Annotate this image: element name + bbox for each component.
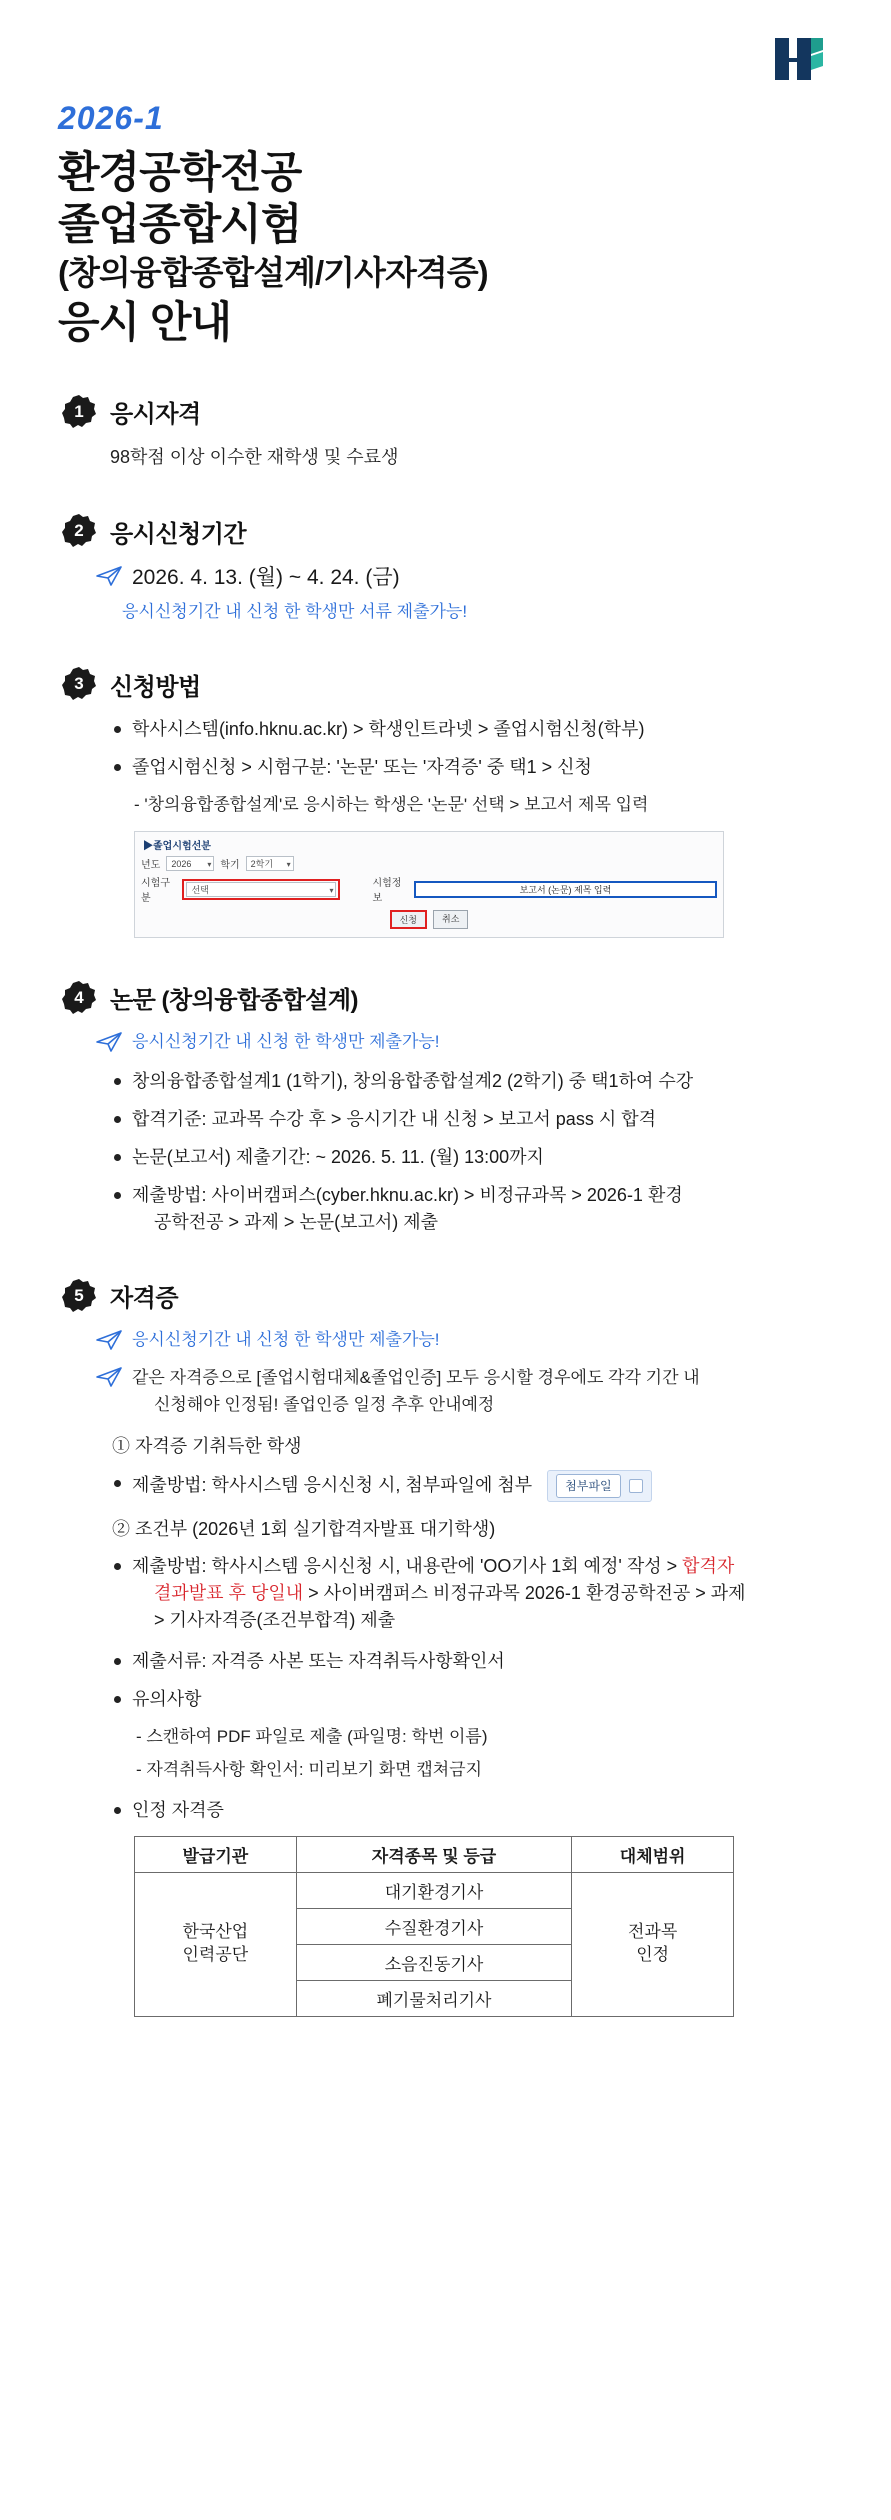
section-application-period: [0, 514, 891, 625]
cert-note-1: 응시신청기간 내 신청 한 학생만 제출가능!: [132, 1330, 440, 1350]
cert-note-1-row: [96, 1327, 833, 1356]
section-eligibility: [0, 394, 891, 472]
section-3-title: 신청방법: [110, 673, 201, 701]
table-cell-cert-1: 대기환경기사: [296, 1872, 572, 1908]
cert-caution-2: - 자격취득사항 확인서: 미리보기 화면 캡쳐금지: [136, 1760, 483, 1780]
section-2-body: [62, 563, 833, 625]
cert-note-2-cont: 신청해야 인정됨! 졸업인증 일정 추후 안내예정: [154, 1395, 495, 1415]
attach-checkbox[interactable]: [629, 1479, 643, 1493]
attach-file-widget[interactable]: [547, 1470, 651, 1502]
scope-line-1: 전과목: [627, 1922, 678, 1942]
cert-caution-1: - 스캔하여 PDF 파일로 제출 (파일명: 학번 이름): [136, 1726, 488, 1746]
eligibility-text: 98학점 이상 이수한 재학생 및 수료생: [110, 447, 399, 468]
list-item: [110, 1553, 833, 1634]
title-line-4: 응시 안내: [58, 299, 232, 348]
thesis-note-row: [96, 1029, 833, 1058]
section-4-number: 4: [74, 987, 84, 1007]
section-3-header: [62, 667, 833, 702]
section-4-body: [62, 1029, 833, 1236]
application-period-note: 응시신청기간 내 신청 한 학생만 서류 제출가능!: [122, 602, 468, 622]
cert-case-2-line-3: > 기사자격증(조건부합격) 제출: [154, 1609, 396, 1630]
section-certificate: [0, 1278, 891, 2016]
cert-case-2-tail: > 사이버캠퍼스 비정규과목 2026-1 환경공학전공 > 과제: [303, 1582, 746, 1603]
mock-type-highlight: [182, 879, 340, 900]
table-cell-cert-3: 소음진동기사: [296, 1944, 572, 1980]
mock-select-type[interactable]: 선택 ▾: [186, 882, 336, 897]
cert-note-2-row: [96, 1364, 833, 1418]
table-header-row: [135, 1836, 734, 1872]
cert-case-2-red-1: 합격자: [682, 1555, 735, 1576]
list-item: 인정 자격증: [110, 1797, 833, 1824]
section-3-badge-icon: [62, 667, 96, 701]
cert-case-2-red-2: 결과발표 후 당일내: [154, 1582, 304, 1603]
attach-file-button[interactable]: 첨부파일: [556, 1474, 620, 1498]
section-1-header: [62, 394, 833, 429]
section-2-badge-icon: [62, 514, 96, 548]
list-item: 합격기준: 교과목 수강 후 > 응시기간 내 신청 > 보고서 pass 시 합격: [110, 1106, 833, 1133]
mock-button-row: [141, 910, 717, 929]
period-row: [96, 563, 833, 593]
section-2-title: 응시신청기간: [110, 520, 247, 548]
mock-input-report-title[interactable]: 보고서 (논문) 제목 입력: [414, 881, 717, 898]
cert-table-bullet-list: [110, 1797, 833, 1824]
list-item: 제출서류: 자격증 사본 또는 자격취득사항확인서: [110, 1648, 833, 1675]
mock-submit-button[interactable]: 신청: [390, 910, 427, 929]
cert-case-2-line-2: [154, 1580, 833, 1607]
paper-plane-icon: [96, 1364, 122, 1393]
title-line-1: 환경공학전공: [58, 149, 302, 197]
mock-row-year: [141, 856, 717, 871]
mock-label-type: 시험구분: [141, 878, 170, 905]
section-5-title: 자격증: [110, 1285, 179, 1313]
list-item: 논문(보고서) 제출기간: ~ 2026. 5. 11. (월) 13:00까지: [110, 1144, 833, 1171]
section-4-title: 논문 (창의융합종합설계): [110, 987, 358, 1015]
table-row: [135, 1872, 734, 1908]
accepted-certificates-table: [134, 1836, 734, 2017]
section-how-to-apply: [0, 667, 891, 939]
cert-note-2: 같은 자격증으로 [졸업시험대체&졸업인증] 모두 응시할 경우에도 각각 기간 내: [132, 1368, 700, 1388]
mock-select-year[interactable]: 2026 ▾: [166, 856, 214, 871]
table-cell-cert-4: 폐기물처리기사: [296, 1980, 572, 2016]
hanbat-university-logo-icon: [767, 28, 829, 90]
section-thesis: [0, 980, 891, 1236]
issuer-line-2: 인력공단: [182, 1945, 249, 1965]
title-line-2: 졸업종합시험: [58, 201, 302, 250]
list-item: 졸업시험신청 > 시험구분: '논문' 또는 '자격증' 중 택1 > 신청: [110, 754, 833, 781]
list-item: 학사시스템(info.hknu.ac.kr) > 학생인트라넷 > 졸업시험신청(학부): [110, 716, 833, 743]
list-item: [110, 1182, 833, 1236]
section-3-number: 3: [74, 674, 84, 694]
cert-case-2-heading: ② 조건부 (2026년 1회 실기합격자발표 대기학생): [112, 1518, 496, 1539]
list-item: [110, 1470, 833, 1502]
table-cell-issuer: [135, 1872, 297, 2016]
mock-label-info: 시험정보: [372, 878, 402, 905]
table-header-issuer: 발급기관: [135, 1836, 297, 1872]
table-cell-scope: [572, 1872, 734, 2016]
mock-cancel-button[interactable]: 취소: [433, 910, 468, 929]
application-period-text: 2026. 4. 13. (월) ~ 4. 24. (금): [132, 565, 400, 589]
table-cell-cert-2: 수질환경기사: [296, 1908, 572, 1944]
section-5-header: [62, 1278, 833, 1313]
thesis-list: [110, 1068, 833, 1236]
section-5-body: [62, 1327, 833, 2016]
application-screenshot-mock: [134, 831, 724, 938]
section-2-number: 2: [74, 521, 84, 541]
section-1-title: 응시자격: [110, 401, 201, 429]
section-5-number: 5: [74, 1285, 84, 1305]
section-4-header: [62, 980, 833, 1015]
mock-row-type: [141, 874, 717, 904]
cert-case-1-list: [110, 1470, 833, 1502]
section-5-badge-icon: [62, 1279, 96, 1313]
paper-plane-icon: [96, 1327, 122, 1356]
title-line-3: (창의융합종합설계/기사자격증): [58, 253, 488, 291]
page-title: [0, 0, 891, 352]
scope-line-2: 인정: [636, 1945, 670, 1965]
section-2-header: [62, 514, 833, 549]
mock-label-year: 년도: [141, 860, 161, 872]
cert-tail-list: [110, 1648, 833, 1713]
mock-select-term[interactable]: 2학기 ▾: [246, 856, 294, 871]
cert-case-1-heading: ① 자격증 기취득한 학생: [112, 1435, 302, 1456]
table-header-scope: 대체범위: [572, 1836, 734, 1872]
section-3-body: [62, 716, 833, 939]
mock-panel-title: ▶졸업시험선분: [143, 841, 211, 853]
title-year: 2026-1: [58, 100, 164, 136]
section-1-body: [62, 443, 833, 472]
thesis-submit-method-cont: 공학전공 > 과제 > 논문(보고서) 제출: [154, 1212, 439, 1233]
thesis-submit-method: 제출방법: 사이버캠퍼스(cyber.hknu.ac.kr) > 비정규과목 > 2026-1 환경: [132, 1185, 683, 1206]
cert-note-2-wrap: [132, 1364, 700, 1418]
mock-label-term: 학기: [220, 860, 240, 872]
cert-case-1-method: 제출방법: 학사시스템 응시신청 시, 첨부파일에 첨부: [132, 1474, 533, 1495]
cert-case-2-list: [110, 1553, 833, 1634]
paper-plane-icon: [96, 1029, 122, 1058]
table-header-cert: 자격종목 및 등급: [296, 1836, 572, 1872]
apply-subline: - '창의융합종합설계'로 응시하는 학생은 '논문' 선택 > 보고서 제목 입력: [134, 794, 649, 814]
apply-steps-list: [110, 716, 833, 781]
section-1-number: 1: [74, 401, 84, 421]
paper-plane-icon: [96, 563, 122, 592]
section-1-badge-icon: [62, 395, 96, 429]
section-4-badge-icon: [62, 981, 96, 1015]
cert-case-2-method: 제출방법: 학사시스템 응시신청 시, 내용란에 'OO기사 1회 예정' 작성 >: [132, 1555, 683, 1576]
list-item: [110, 1686, 833, 1713]
cert-cautions-label: 유의사항: [132, 1688, 202, 1709]
thesis-note: 응시신청기간 내 신청 한 학생만 제출가능!: [132, 1032, 440, 1052]
list-item: 창의융합종합설계1 (1학기), 창의융합종합설계2 (2학기) 중 택1하여 수강: [110, 1068, 833, 1095]
issuer-line-1: 한국산업: [182, 1922, 249, 1942]
